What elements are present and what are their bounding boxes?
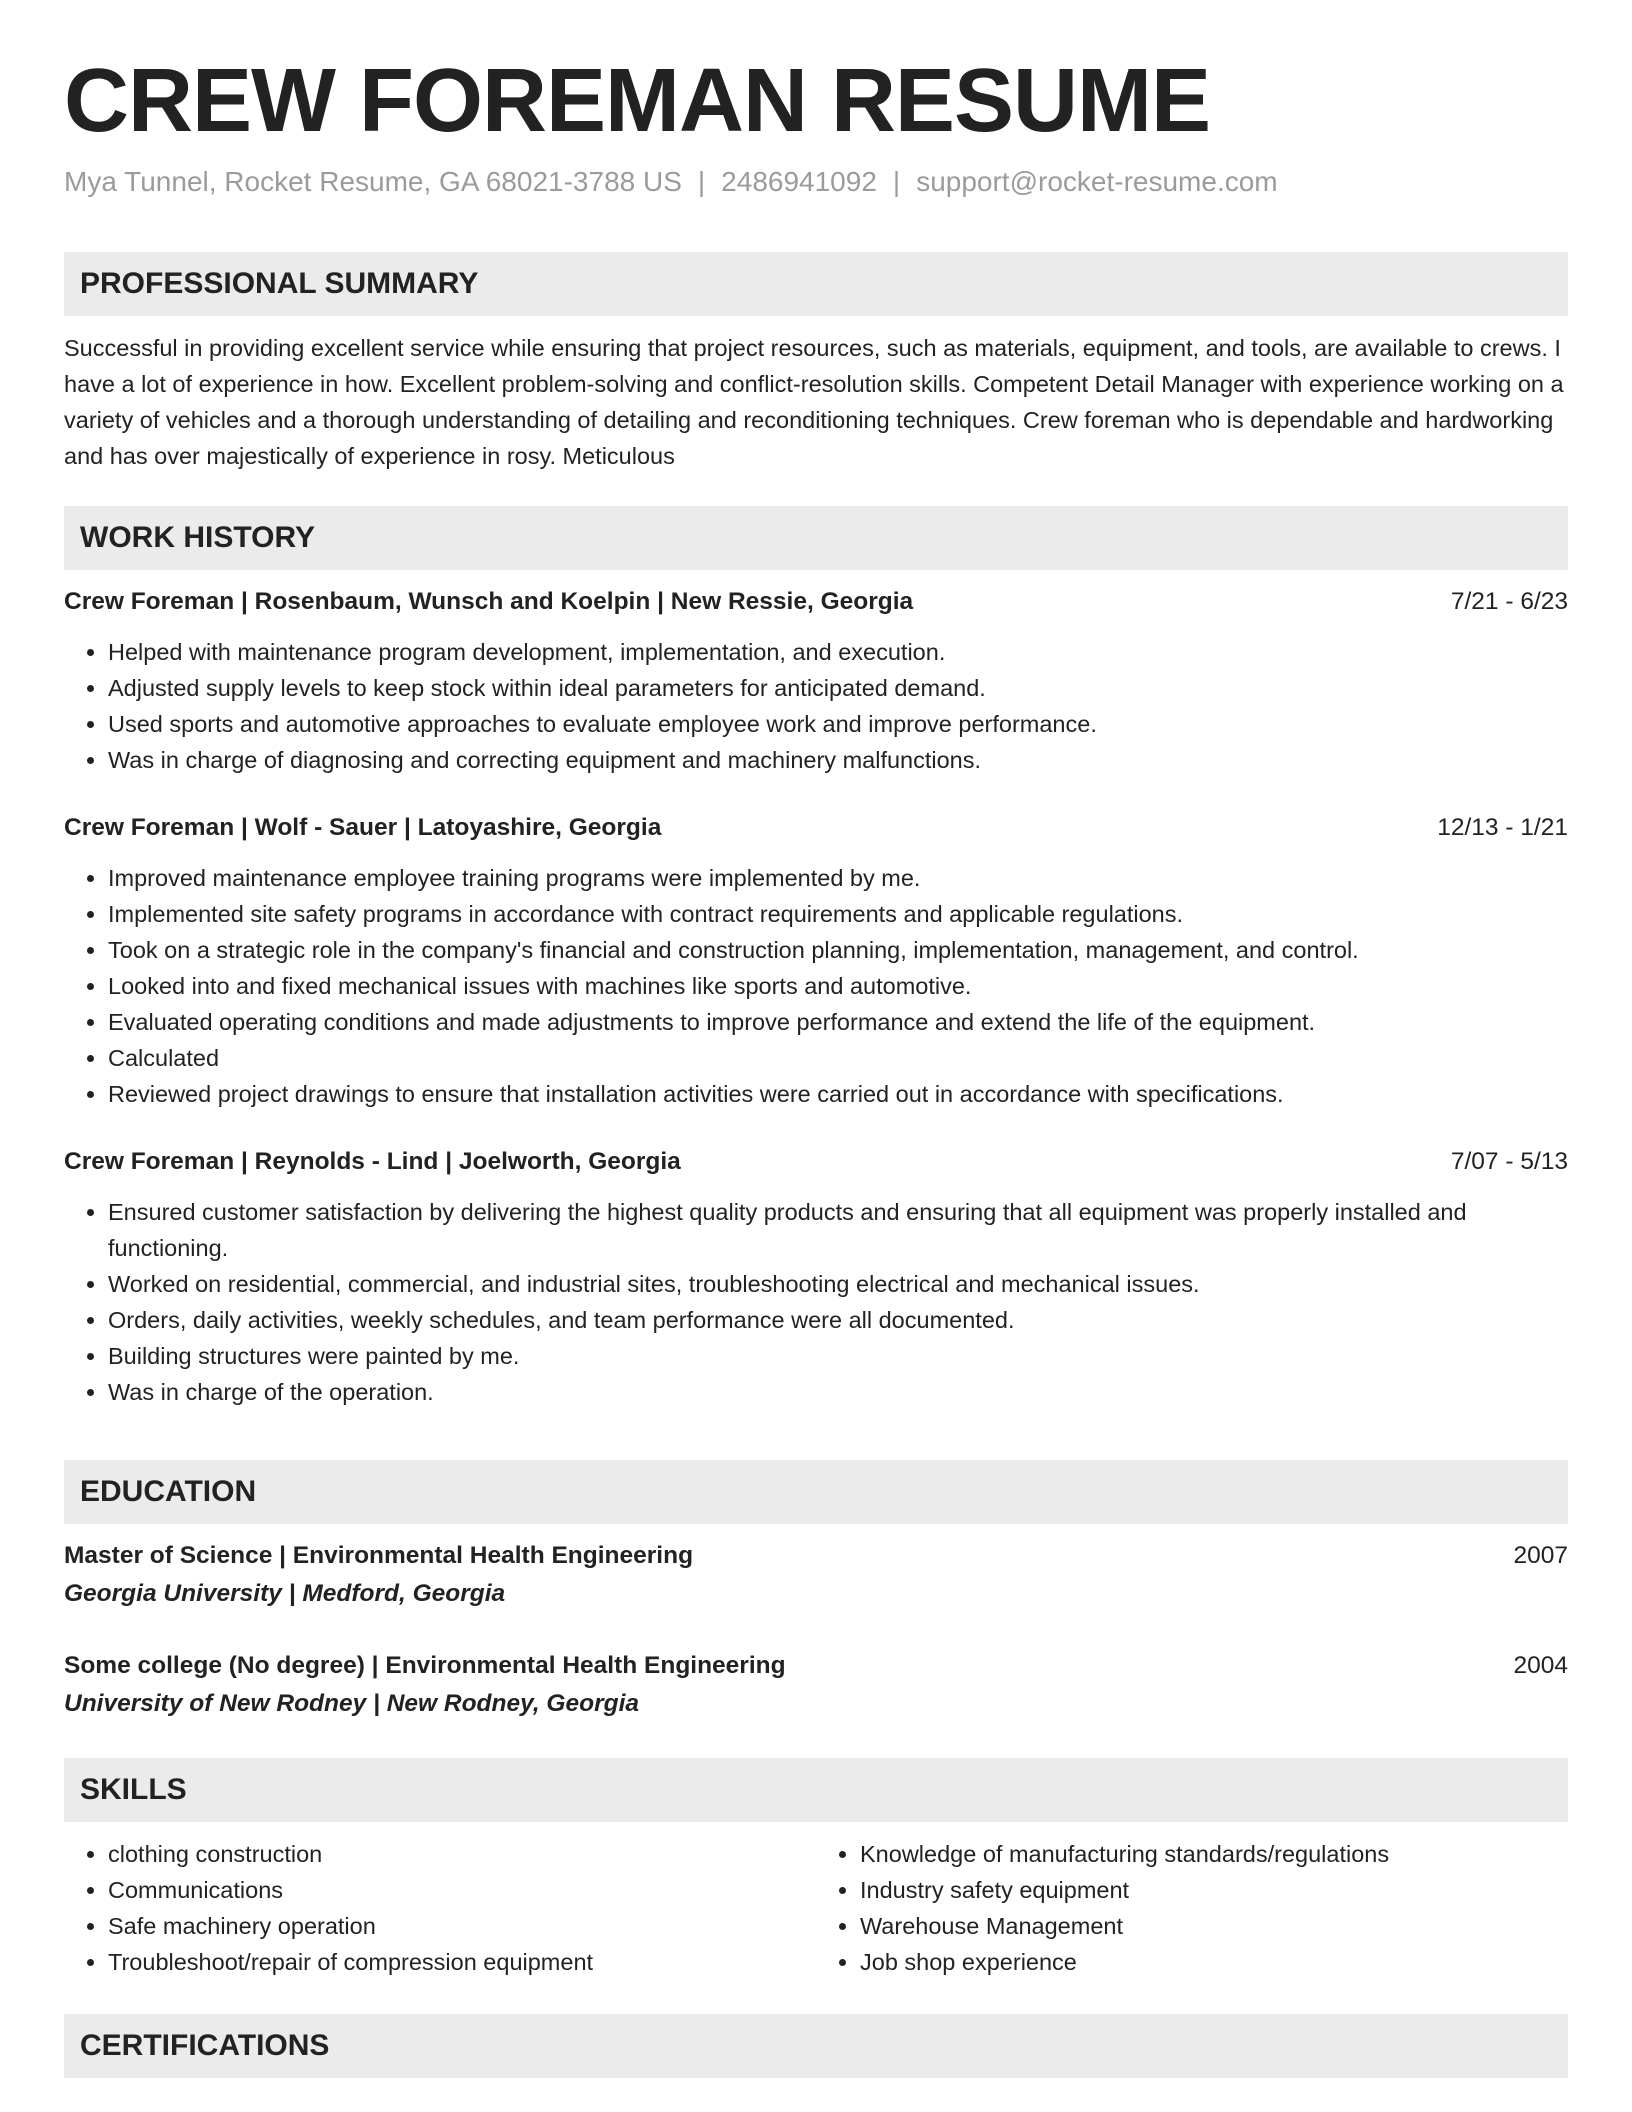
education-degree: Master of Science | Environmental Health Engineering — [64, 1542, 694, 1569]
job-bullet: • Implemented site safety programs in accordance with contract requirements and applicable regulations. — [108, 896, 1568, 932]
certifications-section — [64, 2014, 1568, 2078]
job-bullet: • Was in charge of the operation. — [108, 1374, 1568, 1410]
skill-item: • Job shop experience — [860, 1944, 1568, 1980]
job-bullet: • Ensured customer satisfaction by delivering the highest quality products and ensuring that all equipment was properly installed and functioning. — [108, 1194, 1568, 1266]
job-title: Crew Foreman | Rosenbaum, Wunsch and Koelpin | New Ressie, Georgia — [64, 588, 914, 615]
job-entry — [64, 584, 1568, 778]
job-bullet: • Improved maintenance employee training programs were implemented by me. — [108, 860, 1568, 896]
job-entry — [64, 1144, 1568, 1410]
job-bullet: • Helped with maintenance program development, implementation, and execution. — [108, 634, 1568, 670]
summary-heading: PROFESSIONAL SUMMARY — [64, 252, 1568, 316]
job-entry — [64, 810, 1568, 1112]
education-section — [64, 1460, 1568, 1724]
certifications-heading: CERTIFICATIONS — [64, 2014, 1568, 2078]
education-entry — [64, 1538, 1568, 1614]
job-bullets — [64, 1194, 1568, 1410]
job-bullet: • Evaluated operating conditions and made adjustments to improve performance and extend the life of the equipment. — [108, 1004, 1568, 1040]
resume-title: CREW FOREMAN RESUME — [64, 51, 1210, 151]
job-bullet: • Looked into and fixed mechanical issues with machines like sports and automotive. — [108, 968, 1568, 1004]
skills-list-left — [64, 1836, 816, 1980]
skill-item: • Troubleshoot/repair of compression equipment — [108, 1944, 816, 1980]
skills-section — [64, 1758, 1568, 1980]
contact-address: Mya Tunnel, Rocket Resume, GA 68021-3788 US — [64, 166, 682, 197]
job-bullet: • Orders, daily activities, weekly schedules, and team performance were all documented. — [108, 1302, 1568, 1338]
contact-line — [64, 166, 1278, 198]
job-bullet: • Took on a strategic role in the company's financial and construction planning, implementation, management, and control. — [108, 932, 1568, 968]
job-bullet: • Reviewed project drawings to ensure that installation activities were carried out in accordance with specifications. — [108, 1076, 1568, 1112]
education-year: 2004 — [1513, 1652, 1568, 1679]
contact-separator: | — [892, 166, 901, 197]
education-school: University of New Rodney | New Rodney, Georgia — [64, 1690, 640, 1717]
education-degree: Some college (No degree) | Environmental Health Engineering — [64, 1652, 786, 1679]
skill-item: • Warehouse Management — [860, 1908, 1568, 1944]
skills-heading: SKILLS — [64, 1758, 1568, 1822]
job-bullet: • Used sports and automotive approaches to evaluate employee work and improve performance. — [108, 706, 1568, 742]
summary-section — [64, 252, 1568, 474]
skills-columns — [64, 1822, 1568, 1980]
education-year: 2007 — [1513, 1542, 1568, 1569]
job-dates: 12/13 - 1/21 — [1437, 814, 1568, 841]
job-bullet: • Was in charge of diagnosing and correcting equipment and machinery malfunctions. — [108, 742, 1568, 778]
education-entry — [64, 1648, 1568, 1724]
skill-item: • Communications — [108, 1872, 816, 1908]
skill-item: • Safe machinery operation — [108, 1908, 816, 1944]
job-bullet: • Building structures were painted by me. — [108, 1338, 1568, 1374]
job-dates: 7/21 - 6/23 — [1450, 588, 1568, 615]
skills-list-right — [816, 1836, 1568, 1980]
job-bullets — [64, 860, 1568, 1112]
job-bullets — [64, 634, 1568, 778]
job-title: Crew Foreman | Wolf - Sauer | Latoyashire, Georgia — [64, 814, 662, 841]
work-history-section — [64, 506, 1568, 1410]
work-history-heading: WORK HISTORY — [64, 506, 1568, 570]
job-bullet: • Adjusted supply levels to keep stock within ideal parameters for anticipated demand. — [108, 670, 1568, 706]
job-bullet: • Worked on residential, commercial, and industrial sites, troubleshooting electrical and mechanical issues. — [108, 1266, 1568, 1302]
summary-text: Successful in providing excellent service while ensuring that project resources, such as materials, equipment, and tools, are available to crews. I have a lot of experience in how. Excellent problem-solving and conflict-resolution skills. Competent Detail Manager with experience working on a variety of vehicles and a thorough understanding of detailing and reconditioning techniques. Crew foreman who is dependable and hardworking and has over majestically of experience in rosy. Meticulous — [64, 335, 1564, 469]
education-heading: EDUCATION — [64, 1460, 1568, 1524]
contact-phone: 2486941092 — [721, 166, 877, 197]
skill-item: • clothing construction — [108, 1836, 816, 1872]
contact-email: support@rocket-resume.com — [916, 166, 1278, 197]
education-school: Georgia University | Medford, Georgia — [64, 1580, 506, 1607]
job-bullet: • Calculated — [108, 1040, 1568, 1076]
skill-item: • Knowledge of manufacturing standards/regulations — [860, 1836, 1568, 1872]
job-title: Crew Foreman | Reynolds - Lind | Joelworth, Georgia — [64, 1148, 681, 1175]
job-dates: 7/07 - 5/13 — [1450, 1148, 1568, 1175]
skill-item: • Industry safety equipment — [860, 1872, 1568, 1908]
contact-separator: | — [697, 166, 706, 197]
